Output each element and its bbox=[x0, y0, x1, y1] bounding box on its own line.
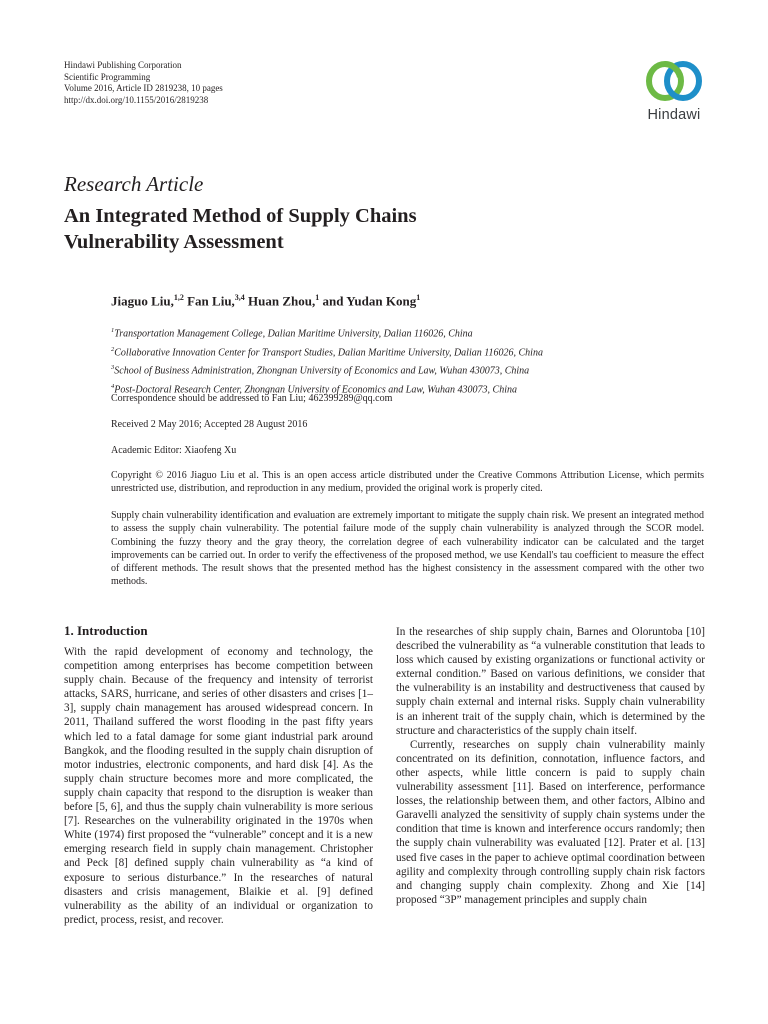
author-affil-ref: 1 bbox=[416, 293, 421, 302]
author-name: Huan Zhou, bbox=[248, 293, 316, 309]
body-paragraph: In the researches of ship supply chain, Barnes and Oloruntoba [10] described the vulnerability as “a vulnerable constitution that leads to loss which caused by existing organizations or functional activity or external condition.” Based on various definitions, we consider that the vulnerability is an instability and destructiveness that caused by supply chain external and internal risks. Supply chain vulnerability is an inherent trait of the supply chain, which is determined by the structure and characteristics of the supply chain itself. bbox=[396, 626, 705, 737]
author-name: Jiaguo Liu, bbox=[111, 293, 174, 309]
affiliation bbox=[111, 360, 543, 379]
logo-text: Hindawi bbox=[647, 107, 701, 123]
article-type: Research Article bbox=[64, 172, 204, 196]
publisher: Hindawi Publishing Corporation bbox=[64, 60, 182, 70]
author-name: Fan Liu, bbox=[187, 293, 235, 309]
author-name: and Yudan Kong bbox=[322, 293, 417, 309]
academic-editor: Academic Editor: Xiaofeng Xu bbox=[111, 445, 237, 456]
affiliation-number: 1 bbox=[111, 327, 115, 334]
body-paragraph: With the rapid development of economy and technology, the competition among enterprises has become competition between supply chain. Because of the frequency and intensity of terrorist attacks, SARS, hurricane, and series of other disasters and crises [1–3], supply chain management has aroused widespread concern. In 2011, Thailand suffered the worst flooding in the past fifty years which led to a fatal damage for some giant industrial park around Bangkok, and the flooding resulted in the supply chain disruption of motor industries, electronic components, and hard disk [4]. As the supply chain structure becomes more and more complicated, the supply chain capacity that respond to the disruption is weaker than before [5, 6], and thus the supply chain vulnerability is more serious [7]. Researches on the vulnerability originated in the 1970s when White (1974) first proposed the “vulnerable” concept and it is a new emerging research field in supply chain management. Christopher and Peck [8] defined supply chain vulnerability as “a kind of exposure to serious disturbance.” In the researches of natural disasters and crisis management, Blaikie et al. [9] defined vulnerability as the ability of an individual or organization to predict, process, resist, and recover. bbox=[64, 646, 373, 926]
correspondence: Correspondence should be addressed to Fan Liu; 462399289@qq.com bbox=[111, 393, 393, 404]
body-paragraph: Currently, researches on supply chain vulnerability mainly concentrated on its definition, connotation, influence factors, and other aspects, while little concern is paid to supply chain vulnerability assessment [11]. Based on interference, performance losses, the relationship between them, and other factors, Albino and Garavelli analyzed the sensitivity of supply chain systems under the condition that time is known and interference occurs randomly; then the supply chain vulnerability was evaluated [12]. Prater et al. [13] used five cases in the paper to achieve optimal coordination between agility and complexity through controlling supply chain risk factors and changing supply chain complexity. Zhong and Xie [14] proposed “3P” management principles and supply chain bbox=[396, 738, 705, 906]
hindawi-rings-icon bbox=[642, 57, 706, 105]
title-line-1: An Integrated Method of Supply Chains bbox=[64, 205, 417, 227]
article-title bbox=[64, 203, 664, 255]
section-heading: 1. Introduction bbox=[64, 623, 148, 638]
journal-name: Scientific Programming bbox=[64, 71, 151, 82]
title-line-2: Vulnerability Assessment bbox=[64, 231, 284, 253]
affiliation-number: 4 bbox=[111, 382, 115, 390]
author-affil-ref: 1,2 bbox=[173, 293, 184, 302]
affiliation-text: Transportation Management College, Dalian Maritime University, Dalian 116026, China bbox=[114, 328, 473, 340]
affiliations bbox=[111, 323, 543, 397]
affiliation-text: School of Business Administration, Zhongnan University of Economics and Law, Wuhan 430073, China bbox=[114, 365, 530, 377]
affiliation-text: Post-Doctoral Research Center, Zhongnan University of Economics and Law, Wuhan 430073, China bbox=[114, 383, 517, 395]
volume-info: Volume 2016, Article ID 2819238, 10 pages bbox=[64, 83, 223, 93]
affiliation-number: 3 bbox=[111, 364, 115, 372]
copyright-notice: Copyright © 2016 Jiaguo Liu et al. This is an open access article distributed under the Creative Commons Attribution License, which permits unrestricted use, distribution, and reproduction in any medium, provided the original work is properly cited. bbox=[111, 470, 704, 495]
affiliation-number: 2 bbox=[111, 345, 115, 353]
affiliation-text: Collaborative Innovation Center for Transport Studies, Dalian Maritime University, Dalian 116026, China bbox=[114, 346, 543, 358]
doi-link[interactable]: http://dx.doi.org/10.1155/2016/2819238 bbox=[64, 94, 209, 105]
affiliation bbox=[111, 323, 543, 342]
right-column bbox=[396, 625, 705, 907]
author-affil-ref: 1 bbox=[315, 293, 320, 302]
left-column bbox=[64, 645, 373, 927]
journal-header bbox=[64, 60, 223, 106]
author-affil-ref: 3,4 bbox=[234, 293, 245, 302]
abstract: Supply chain vulnerability identification and evaluation are extremely important to mitigate the supply chain risk. We present an integrated method to assess the supply chain vulnerability. The potential failure mode of the supply chain vulnerability is analyzed through the SCOR model. Combining the fuzzy theory and the gray theory, the correlation degree of each vulnerability indicator can be calculated and the target improvements can be carried out. In order to verify the effectiveness of the proposed method, we use Kendall's tau coefficient to measure the effect of different methods. The result shows that the presented method has the highest consistency in the assessment compared with the other two methods. bbox=[111, 510, 704, 588]
dates: Received 2 May 2016; Accepted 28 August 2016 bbox=[111, 419, 308, 430]
hindawi-logo bbox=[634, 57, 714, 127]
author-list bbox=[111, 293, 420, 309]
affiliation bbox=[111, 342, 543, 361]
